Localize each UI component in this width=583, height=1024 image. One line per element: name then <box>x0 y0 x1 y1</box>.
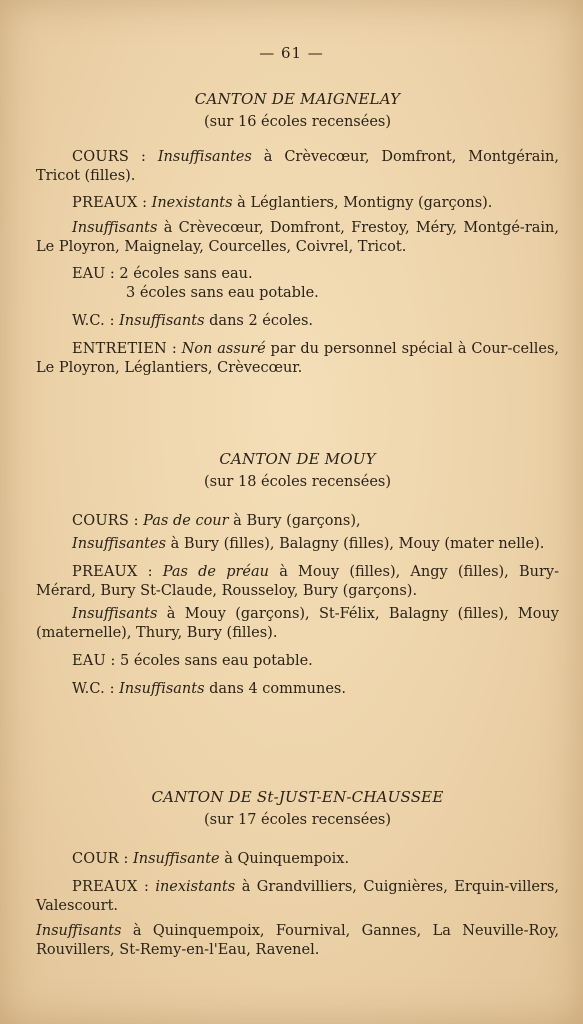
paragraph-cours: COURS : Pas de cour à Bury (garçons), <box>72 513 361 529</box>
paragraph-preaux: PREAUX : Pas de préau à Mouy (filles), Angy (filles), Bury-Mérard, Bury St-Claude, Rousseloy, Bury (garçons). <box>36 564 559 599</box>
paragraph-eau: EAU : 5 écoles sans eau potable. <box>72 653 313 669</box>
paragraph-preaux-insuffisants: Insuffisants à Crèvecœur, Domfront, Frestoy, Méry, Montgé-rain, Le Ployron, Maignelay, Courcelles, Coivrel, Tricot. <box>36 220 559 255</box>
paragraph-cours: COURS : Insuffisantes à Crèvecœur, Domfront, Montgérain, Tricot (filles). <box>36 149 559 184</box>
section-title: CANTON DE MAIGNELAY <box>194 90 401 108</box>
paragraph-preaux-insuffisants: Insuffisants à Quinquempoix, Fournival, Gannes, La Neuville-Roy, Rouvillers, St-Remy-en-l'Eau, Ravenel. <box>36 923 559 958</box>
section-subtitle: (sur 18 écoles recensées) <box>204 474 391 490</box>
section-maignelay <box>36 90 559 378</box>
paragraph-preaux: PREAUX : Inexistants à Léglantiers, Montigny (garçons). <box>72 195 493 211</box>
section-subtitle: (sur 16 écoles recensées) <box>204 114 391 130</box>
paragraph-cour: COUR : Insuffisante à Quinquempoix. <box>72 851 350 867</box>
paragraph-eau-line2: 3 écoles sans eau potable. <box>126 285 319 301</box>
section-mouy <box>36 450 559 699</box>
paragraph-preaux: PREAUX : inexistants à Grandvilliers, Cuignières, Erquin-villers, Valescourt. <box>36 879 559 914</box>
section-st-just-en-chaussee <box>36 788 559 960</box>
page-number: — 61 — <box>259 44 324 62</box>
paragraph-wc: W.C. : Insuffisants dans 4 communes. <box>72 681 346 697</box>
paragraph-entretien: ENTRETIEN : Non assuré par du personnel spécial à Cour-celles, Le Ployron, Léglantiers, Crèvecœur. <box>36 341 559 376</box>
paragraph-preaux-insuffisants: Insuffisants à Mouy (garçons), St-Félix, Balagny (filles), Mouy (maternelle), Thury, Bury (filles). <box>36 606 559 641</box>
paragraph-cours-insuffisantes: Insuffisantes à Bury (filles), Balagny (filles), Mouy (mater nelle). <box>72 536 545 552</box>
section-title: CANTON DE MOUY <box>219 450 376 468</box>
section-title: CANTON DE St-JUST-EN-CHAUSSEE <box>151 788 444 806</box>
paragraph-wc: W.C. : Insuffisants dans 2 écoles. <box>72 313 313 329</box>
paragraph-eau: EAU : 2 écoles sans eau. <box>72 266 253 282</box>
section-subtitle: (sur 17 écoles recensées) <box>204 812 391 828</box>
